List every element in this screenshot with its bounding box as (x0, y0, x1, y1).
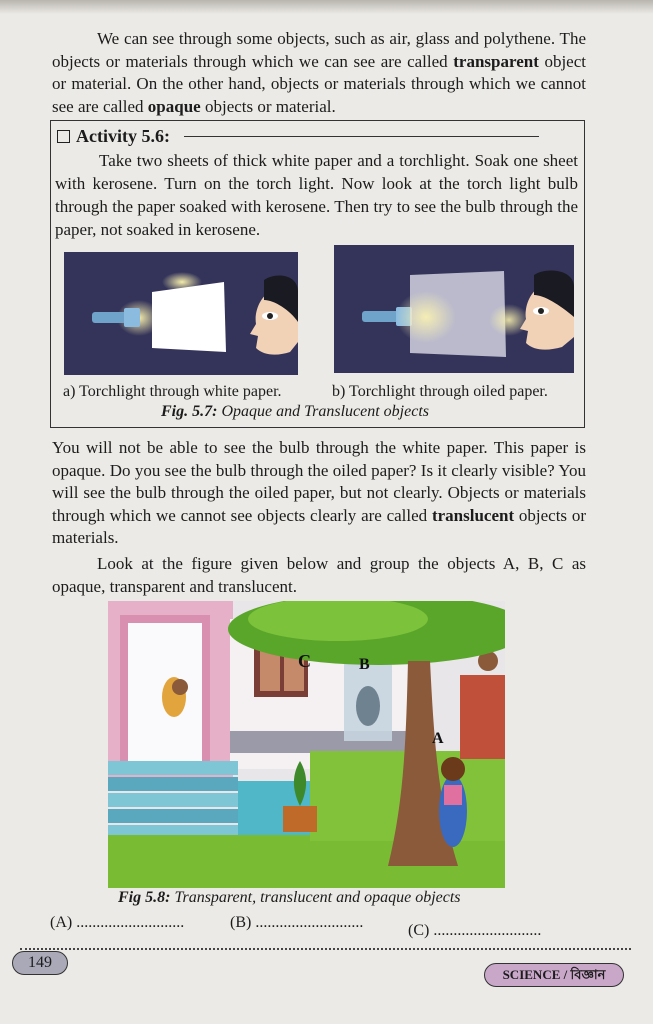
term-transparent: transparent (453, 51, 539, 71)
caption-white-paper: a) Torchlight through white paper. (63, 383, 282, 400)
checkbox-icon (57, 130, 70, 143)
term-opaque: opaque (147, 96, 201, 116)
intro-paragraph: We can see through some objects, such as air, glass and polythene. The objects or materials through which we can see are called transparent object or material. On the other hand, objects or materials through which we cannot see are called opaque objects or material. (52, 29, 586, 116)
answer-c-blank: (C) ........................... (408, 922, 542, 939)
caption-oiled-paper: b) Torchlight through oiled paper. (332, 383, 548, 400)
activity-text: Take two sheets of thick white paper and a torchlight. Soak one sheet with kerosene. Turn on the torch light. Now look at the torch light bulb through the paper soaked with kerosene. Then try to see the bulb through the paper, not soaked in kerosene. (55, 151, 578, 239)
footer-dotted-rule (20, 948, 631, 950)
subject-badge: SCIENCE / বিজ্ঞান (484, 963, 624, 987)
figure-5-7-caption: Fig. 5.7: Opaque and Translucent objects (161, 403, 429, 420)
activity-heading-rule (184, 136, 539, 137)
page-top-shadow (0, 0, 653, 14)
label-b: B (359, 656, 370, 673)
house-tree-illustration (108, 601, 505, 888)
answer-a-blank: (A) ........................... (50, 914, 185, 931)
figure-5-8-caption: Fig 5.8: Transparent, translucent and opaque objects (118, 889, 461, 906)
translucent-paragraph: You will not be able to see the bulb through the white paper. This paper is opaque. Do you see the bulb through the oiled paper? Is it clearly visible? You will see the bulb through the oiled paper, but not clearly. Objects or materials through which we cannot see objects clearly are called translucent objects or materials. (52, 438, 586, 547)
grouping-question: Look at the figure given below and group the objects A, B, C as opaque, transparent and translucent. (52, 554, 586, 596)
label-c: C (298, 651, 311, 671)
torch-white-paper-illustration (64, 252, 298, 375)
label-a: A (432, 730, 444, 747)
page-number: 149 (12, 951, 68, 975)
term-translucent: translucent (431, 505, 515, 525)
answer-b-blank: (B) ........................... (230, 914, 364, 931)
torch-oiled-paper-illustration (334, 245, 574, 373)
activity-heading: Activity 5.6: (57, 126, 170, 147)
activity-box (50, 120, 585, 428)
